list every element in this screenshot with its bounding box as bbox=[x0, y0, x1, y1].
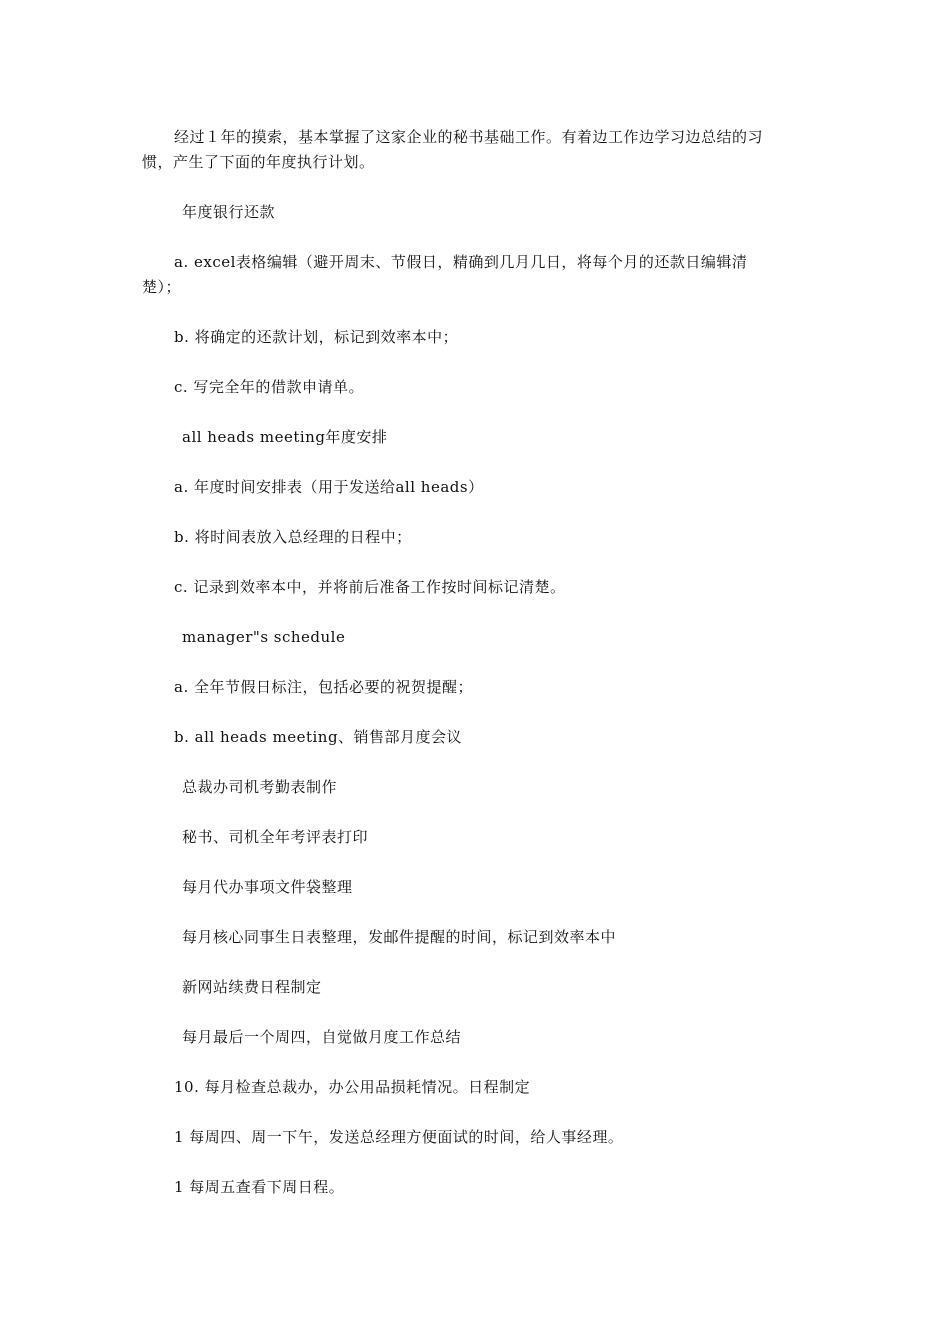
meeting-item-b: b. 将时间表放入总经理的日程中； bbox=[174, 528, 412, 546]
schedule-item-a: a. 全年节假日标注，包括必要的祝贺提醒； bbox=[174, 678, 473, 696]
item-birthday-list: 每月核心同事生日表整理，发邮件提醒的时间，标记到效率本中 bbox=[182, 928, 617, 946]
meeting-item-a: a. 年度时间安排表（用于发送给all heads） bbox=[174, 478, 484, 496]
bank-item-c: c. 写完全年的借款申请单。 bbox=[174, 378, 364, 396]
section-heading-bank-repayment: 年度银行还款 bbox=[182, 203, 276, 221]
schedule-item-b: b. all heads meeting、销售部月度会议 bbox=[174, 728, 463, 746]
item-monthly-summary: 每月最后一个周四，自觉做月度工作总结 bbox=[182, 1028, 462, 1046]
item-next-week-schedule: 1 每周五查看下周日程。 bbox=[174, 1178, 345, 1196]
item-evaluation-print: 秘书、司机全年考评表打印 bbox=[182, 828, 369, 846]
item-interview-times: 1 每周四、周一下午，发送总经理方便面试的时间，给人事经理。 bbox=[174, 1128, 624, 1146]
intro-paragraph-line-1: 经过１年的摸索，基本掌握了这家企业的秘书基础工作。有着边工作边学习边总结的习 bbox=[174, 128, 764, 146]
item-folder-organize: 每月代办事项文件袋整理 bbox=[182, 878, 353, 896]
item-10-office-supplies: 10. 每月检查总裁办，办公用品损耗情况。日程制定 bbox=[174, 1078, 531, 1096]
section-heading-all-heads-meeting: all heads meeting年度安排 bbox=[182, 428, 388, 446]
item-driver-attendance: 总裁办司机考勤表制作 bbox=[182, 778, 338, 796]
bank-item-a-line-1: a. excel表格编辑（避开周末、节假日，精确到几月几日，将每个月的还款日编辑清 bbox=[174, 253, 748, 271]
item-website-renewal: 新网站续费日程制定 bbox=[182, 978, 322, 996]
intro-paragraph-line-2: 惯，产生了下面的年度执行计划。 bbox=[142, 153, 375, 171]
section-heading-manager-schedule: manager"s schedule bbox=[182, 628, 346, 646]
meeting-item-c: c. 记录到效率本中，并将前后准备工作按时间标记清楚。 bbox=[174, 578, 566, 596]
bank-item-a-line-2: 楚）； bbox=[142, 278, 182, 296]
bank-item-b: b. 将确定的还款计划，标记到效率本中； bbox=[174, 328, 459, 346]
